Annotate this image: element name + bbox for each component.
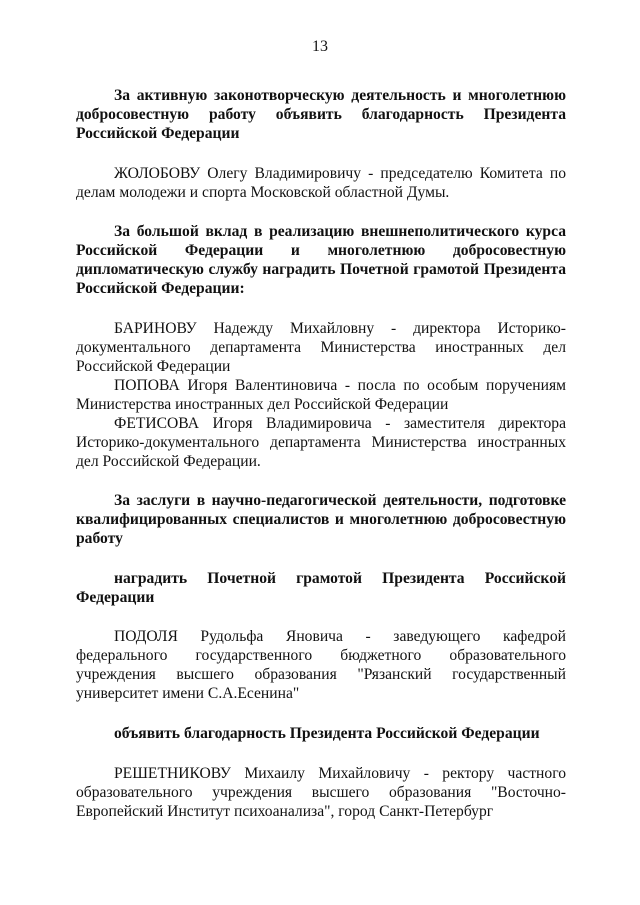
section-1-heading: За активную законотворческую деятельность и многолетнюю добросовестную работу объявить благодарность Президента Российской Федерации xyxy=(76,87,566,142)
section-2-entry-3: ФЕТИСОВА Игоря Владимировича - заместителя директора Историко-документального департамента Министерства иностранных дел Российской Федерации. xyxy=(76,415,566,470)
page-number: 13 xyxy=(312,38,328,55)
section-2-entry-1: БАРИНОВУ Надежду Михайловну - директора Историко-документального департамента Министерства иностранных дел Российской Федерации xyxy=(76,320,566,375)
section-2-entry-2: ПОПОВА Игоря Валентиновича - посла по особым поручениям Министерства иностранных дел Российской Федерации xyxy=(76,377,566,413)
section-3-heading: За заслуги в научно-педагогической деятельности, подготовке квалифицированных специалистов и многолетнюю добросовестную работу xyxy=(76,492,566,547)
section-2-heading: За большой вклад в реализацию внешнеполитического курса Российской Федерации и многолетнюю добросовестную дипломатическую службу наградить Почетной грамотой Президента Российской Федерации: xyxy=(76,223,566,297)
section-3-subheading-2: объявить благодарность Президента Российской Федерации xyxy=(114,725,540,742)
section-1-entry-1: ЖОЛОБОВУ Олегу Владимировичу - председателю Комитета по делам молодежи и спорта Московской областной Думы. xyxy=(76,165,566,201)
section-3-entry-2: РЕШЕТНИКОВУ Михаилу Михайловичу - ректору частного образовательного учреждения высшего образования "Восточно-Европейский Институт психоанализа", город Санкт-Петербург xyxy=(76,765,566,820)
section-3-entry-1: ПОДОЛЯ Рудольфа Яновича - заведующего кафедрой федерального государственного бюджетного образовательного учреждения высшего образования "Рязанский государственный университет имени С.А.Есенина" xyxy=(76,628,566,702)
section-3-subheading: наградить Почетной грамотой Президента Российской Федерации xyxy=(76,570,566,606)
